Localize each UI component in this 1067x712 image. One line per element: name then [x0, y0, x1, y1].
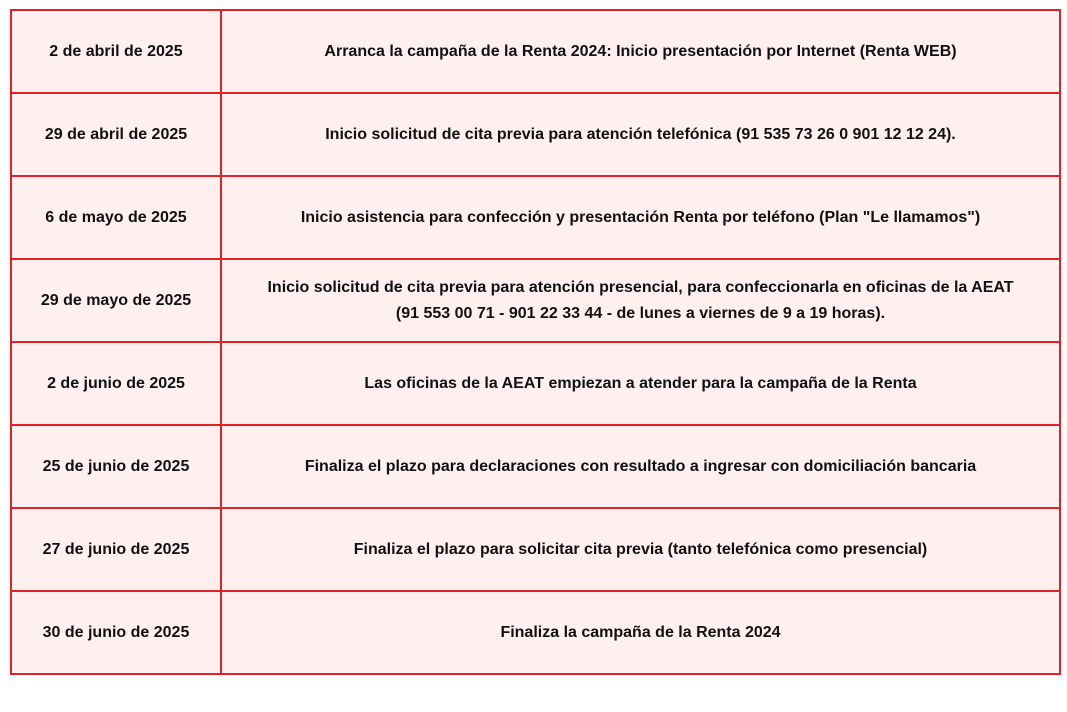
event-text: Finaliza la campaña de la Renta 2024 [500, 623, 781, 641]
date-cell: 2 de junio de 2025 [11, 342, 221, 425]
event-cell [221, 259, 1060, 342]
date-cell: 6 de mayo de 2025 [11, 176, 221, 259]
event-cell [221, 176, 1060, 259]
table-row [11, 508, 1060, 591]
date-cell: 2 de abril de 2025 [11, 10, 221, 93]
date-cell: 27 de junio de 2025 [11, 508, 221, 591]
event-cell [221, 425, 1060, 508]
event-text: Las oficinas de la AEAT empiezan a atender para la campaña de la Renta [364, 374, 917, 392]
event-cell [221, 591, 1060, 674]
event-cell [221, 342, 1060, 425]
event-text-line-2: (91 553 00 71 - 901 22 33 44 - de lunes a viernes de 9 a 19 horas). [395, 304, 886, 322]
table-row [11, 93, 1060, 176]
renta-calendar-table [10, 9, 1061, 675]
event-text-line-1: Inicio solicitud de cita previa para atención presencial, para confeccionarla en oficinas de la AEAT [267, 278, 1014, 296]
table-row [11, 259, 1060, 342]
table-row [11, 176, 1060, 259]
table-row [11, 591, 1060, 674]
event-cell [221, 10, 1060, 93]
date-cell: 29 de mayo de 2025 [11, 259, 221, 342]
event-text: Inicio solicitud de cita previa para atención telefónica (91 535 73 26 0 901 12 12 24). [325, 125, 956, 143]
event-text: Finaliza el plazo para solicitar cita previa (tanto telefónica como presencial) [353, 540, 928, 558]
event-cell [221, 93, 1060, 176]
table-row [11, 342, 1060, 425]
event-text: Inicio asistencia para confección y presentación Renta por teléfono (Plan "Le llamamos") [300, 208, 981, 226]
event-cell [221, 508, 1060, 591]
table-row [11, 425, 1060, 508]
event-text: Arranca la campaña de la Renta 2024: Inicio presentación por Internet (Renta WEB) [324, 42, 957, 60]
table-row [11, 10, 1060, 93]
date-cell: 29 de abril de 2025 [11, 93, 221, 176]
date-cell: 25 de junio de 2025 [11, 425, 221, 508]
date-cell: 30 de junio de 2025 [11, 591, 221, 674]
event-text: Finaliza el plazo para declaraciones con resultado a ingresar con domiciliación bancaria [304, 457, 977, 475]
